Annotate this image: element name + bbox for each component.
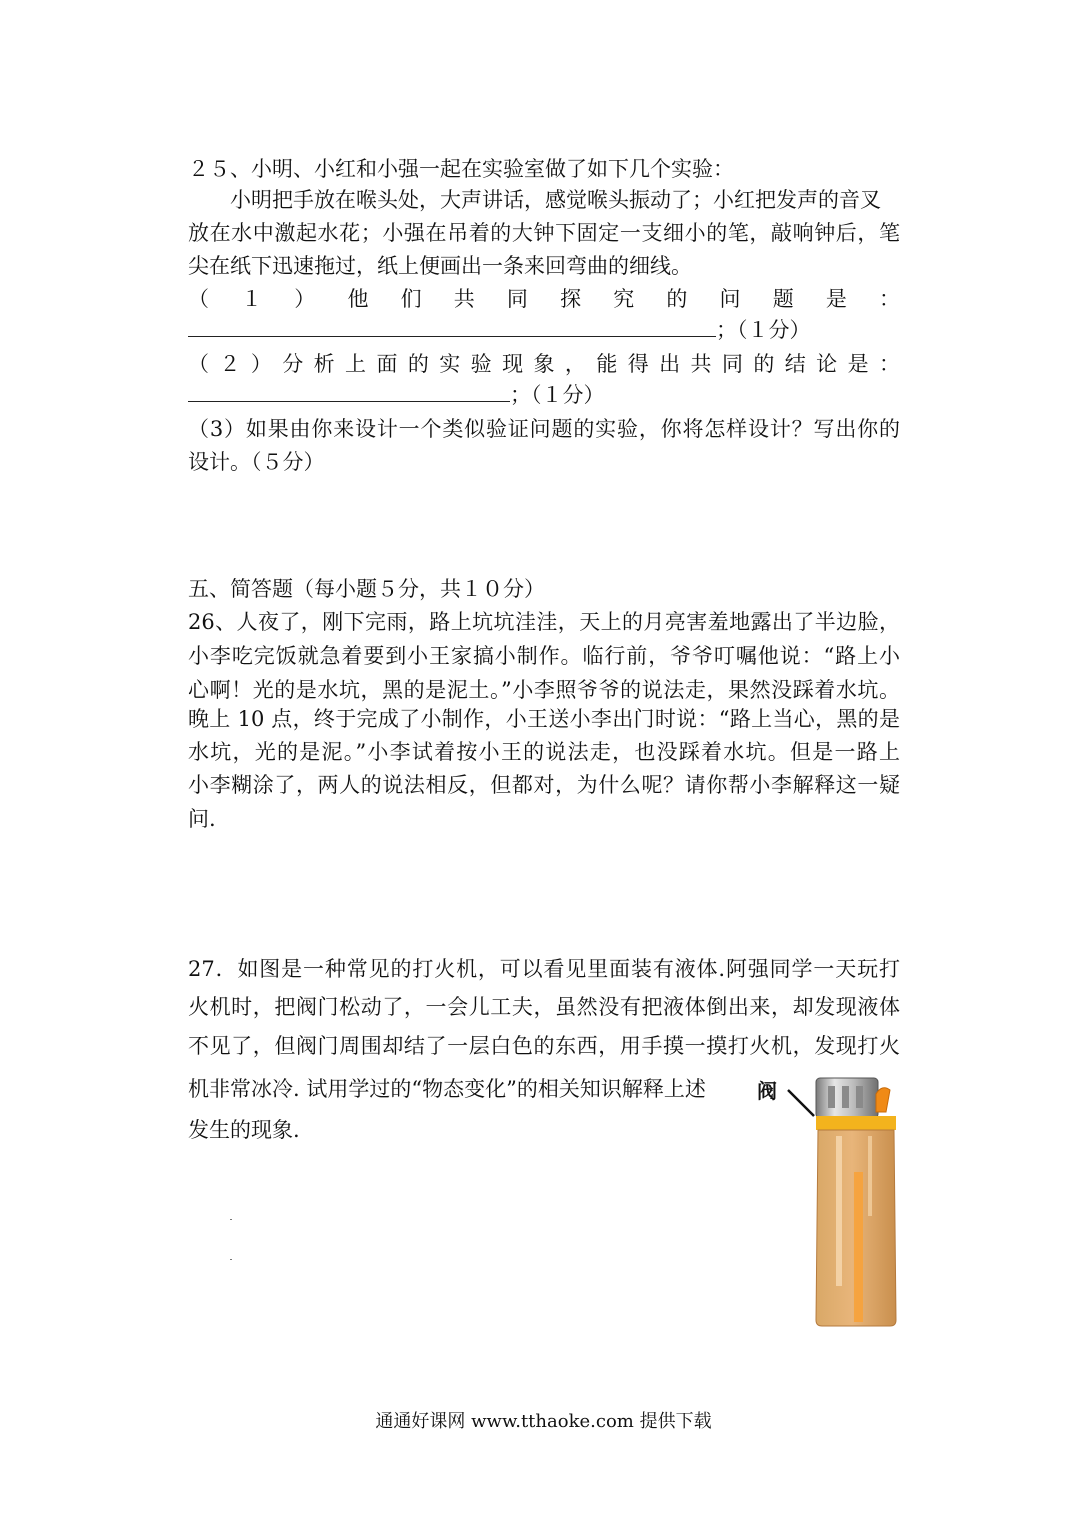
- q25-heading: ２５、小明、小红和小强一起在实验室做了如下几个实验：: [188, 157, 734, 181]
- q27-line: 发生的现象.: [188, 1118, 300, 1142]
- q25-intro-line: 尖在纸下迅速拖过，纸上便画出一条来回弯曲的细线。: [188, 254, 692, 278]
- q27-line: 27．如图是一种常见的打火机，可以看见里面装有液体.阿强同学一天玩打: [188, 957, 900, 981]
- q25-sub2-label: （２）分析上面的实验现象，能得出共同的结论是：: [188, 352, 900, 376]
- section5-heading: 五、简答题（每小题５分，共１０分）: [188, 577, 545, 601]
- q26-line: 心啊！光的是水坑，黑的是泥土。”小李照爷爷的说法走，果然没踩着水坑。: [188, 678, 900, 702]
- valve-label: 阀: [757, 1079, 777, 1103]
- speck: [230, 1219, 232, 1220]
- page-footer: 通通好课网 www.tthaoke.com 提供下载: [375, 1411, 712, 1432]
- q25-sub1-label: （ １ ） 他 们 共 同 探 究 的 问 题 是 ：: [188, 287, 900, 311]
- lever: [876, 1088, 890, 1112]
- q25-sub1-answer-row: [188, 314, 900, 346]
- q25-sub3-line: （3）如果由你来设计一个类似验证问题的实验，你将怎样设计？写出你的: [188, 417, 900, 441]
- q27-line: 火机时，把阀门松动了，一会儿工夫，虽然没有把液体倒出来，却发现液体: [188, 995, 900, 1019]
- q26-line: 26、人夜了，刚下完雨，路上坑坑洼洼，天上的月亮害羞地露出了半边脸，: [188, 610, 900, 634]
- valve-pointer-line: [788, 1090, 814, 1116]
- q25-sub3-line: 设计。（５分）: [188, 450, 325, 474]
- q25-sub2-answer-row: [188, 379, 900, 411]
- q25-sub1-score: ；（１分）: [716, 318, 811, 342]
- q26-line: 小李糊涂了，两人的说法相反，但都对，为什么呢？请你帮小李解释这一疑: [188, 773, 900, 797]
- q26-line: 晚上 10 点，终于完成了小制作，小王送小李出门时说：“路上当心，黑的是: [188, 707, 900, 731]
- speck: [230, 1259, 232, 1260]
- q27-line: 不见了，但阀门周围却结了一层白色的东西，用手摸一摸打火机，发现打火: [188, 1034, 900, 1058]
- collar: [816, 1116, 896, 1130]
- q27-line: 机非常冰冷. 试用学过的“物态变化”的相关知识解释上述: [188, 1077, 706, 1101]
- q25-intro-line: 小明把手放在喉头处，大声讲话，感觉喉头振动了；小红把发声的音叉: [230, 188, 881, 212]
- q25-intro-line: 放在水中激起水花；小强在吊着的大钟下固定一支细小的笔，敲响钟后，笔: [188, 221, 900, 245]
- q26-line: 水坑，光的是泥。”小李试着按小王的说法走，也没踩着水坑。但是一路上: [188, 740, 900, 764]
- answer-blank[interactable]: [188, 314, 716, 337]
- q26-line: 小李吃完饭就急着要到小王家搞小制作。临行前，爷爷叮嘱他说：“路上小: [188, 644, 900, 668]
- q26-line: 问.: [188, 807, 216, 831]
- answer-blank[interactable]: [188, 379, 510, 402]
- lighter-figure: [780, 1072, 905, 1328]
- q25-sub2-score: ；（１分）: [510, 383, 605, 407]
